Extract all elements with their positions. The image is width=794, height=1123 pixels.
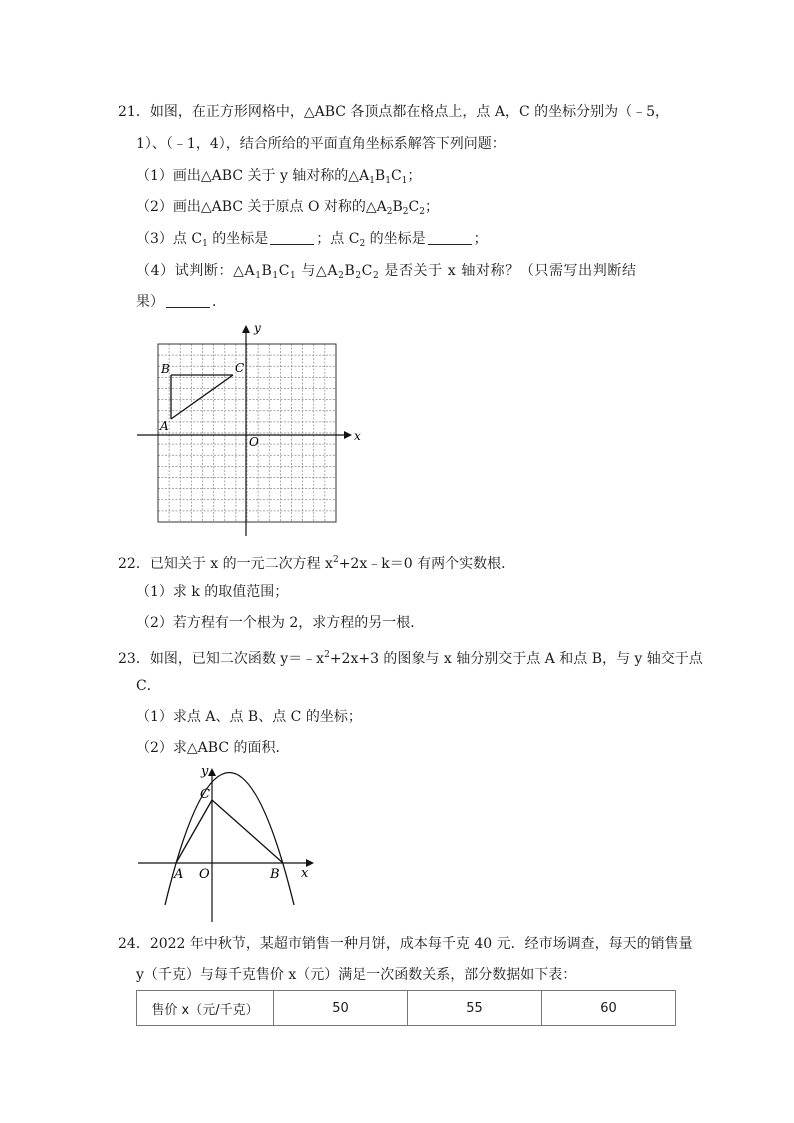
table-cell: 60 [542, 991, 676, 1026]
label-y: y [201, 764, 209, 779]
q21-line2: 1）、（﹣1，4），结合所给的平面直角坐标系解答下列问题： [136, 136, 506, 152]
q23-line2: C． [136, 678, 161, 694]
label-B: B [161, 362, 170, 376]
label-y: y [254, 321, 261, 335]
q21-part4: （4）试判断：$\triangle A_1B_1C_1$ 与$\triangle A_2B_2C_2$ 是否关于 x 轴对称？（只需写出判断结 [136, 263, 637, 281]
table-header-cell: 售价 x（元/千克） [137, 991, 274, 1026]
q23-part2: （2）求△ABC 的面积． [136, 740, 290, 756]
price-table [136, 990, 676, 1026]
parabola-curve [165, 773, 294, 906]
label-x: x [354, 429, 361, 443]
q22-part1: （1）求 k 的取值范围； [136, 584, 289, 600]
table-cell: 50 [274, 991, 408, 1026]
table-row [137, 991, 676, 1026]
q23-part1: （1）求点 A、点 B、点 C 的坐标； [136, 709, 362, 725]
segment-AC [176, 800, 212, 863]
label-A: A [160, 419, 169, 433]
q21-part2: （2）画出△ABC 关于原点 O 对称的$\triangle A_2B_2C_2$； [136, 199, 439, 217]
y-axis-arrow [208, 768, 216, 776]
label-A: A [174, 867, 184, 882]
q24-line1: 24．2022 年中秋节，某超市销售一种月饼，成本每千克 40 元．经市场调查，每天的销售量 [118, 936, 693, 952]
q22-line1: 22．已知关于 x 的一元二次方程 $x^2+2x﹣k=0$ 有两个实数根． [118, 555, 516, 572]
q24-line2: y（千克）与每千克售价 x（元）满足一次函数关系，部分数据如下表： [136, 967, 577, 983]
q22-part2: （2）若方程有一个根为 2，求方程的另一根． [136, 615, 425, 631]
label-O: O [199, 867, 210, 882]
q21-part3: （3）点 $C_1$ 的坐标是 ；点 $C_2$ 的坐标是 ； [136, 231, 488, 249]
label-x: x [301, 866, 309, 881]
label-C: C [200, 787, 210, 802]
label-O: O [249, 435, 259, 449]
q21-line1: 21．如图，在正方形网格中，△ABC 各顶点都在格点上，点 A，C 的坐标分别为（﹣5， [118, 104, 670, 120]
q23-line1: 23．如图，已知二次函数 $y=﹣x^2+2x+3$ 的图象与 x 轴分别交于点 A 和点 B，与 y 轴交于点 [118, 650, 703, 667]
label-C: C [235, 361, 245, 375]
label-B: B [270, 867, 280, 882]
table-cell: 55 [408, 991, 542, 1026]
q21-part1: （1）画出△ABC 关于 y 轴对称的$\triangle A_1B_1C_1$； [136, 168, 422, 186]
q21-part4-cont: 果） ． [136, 294, 226, 310]
